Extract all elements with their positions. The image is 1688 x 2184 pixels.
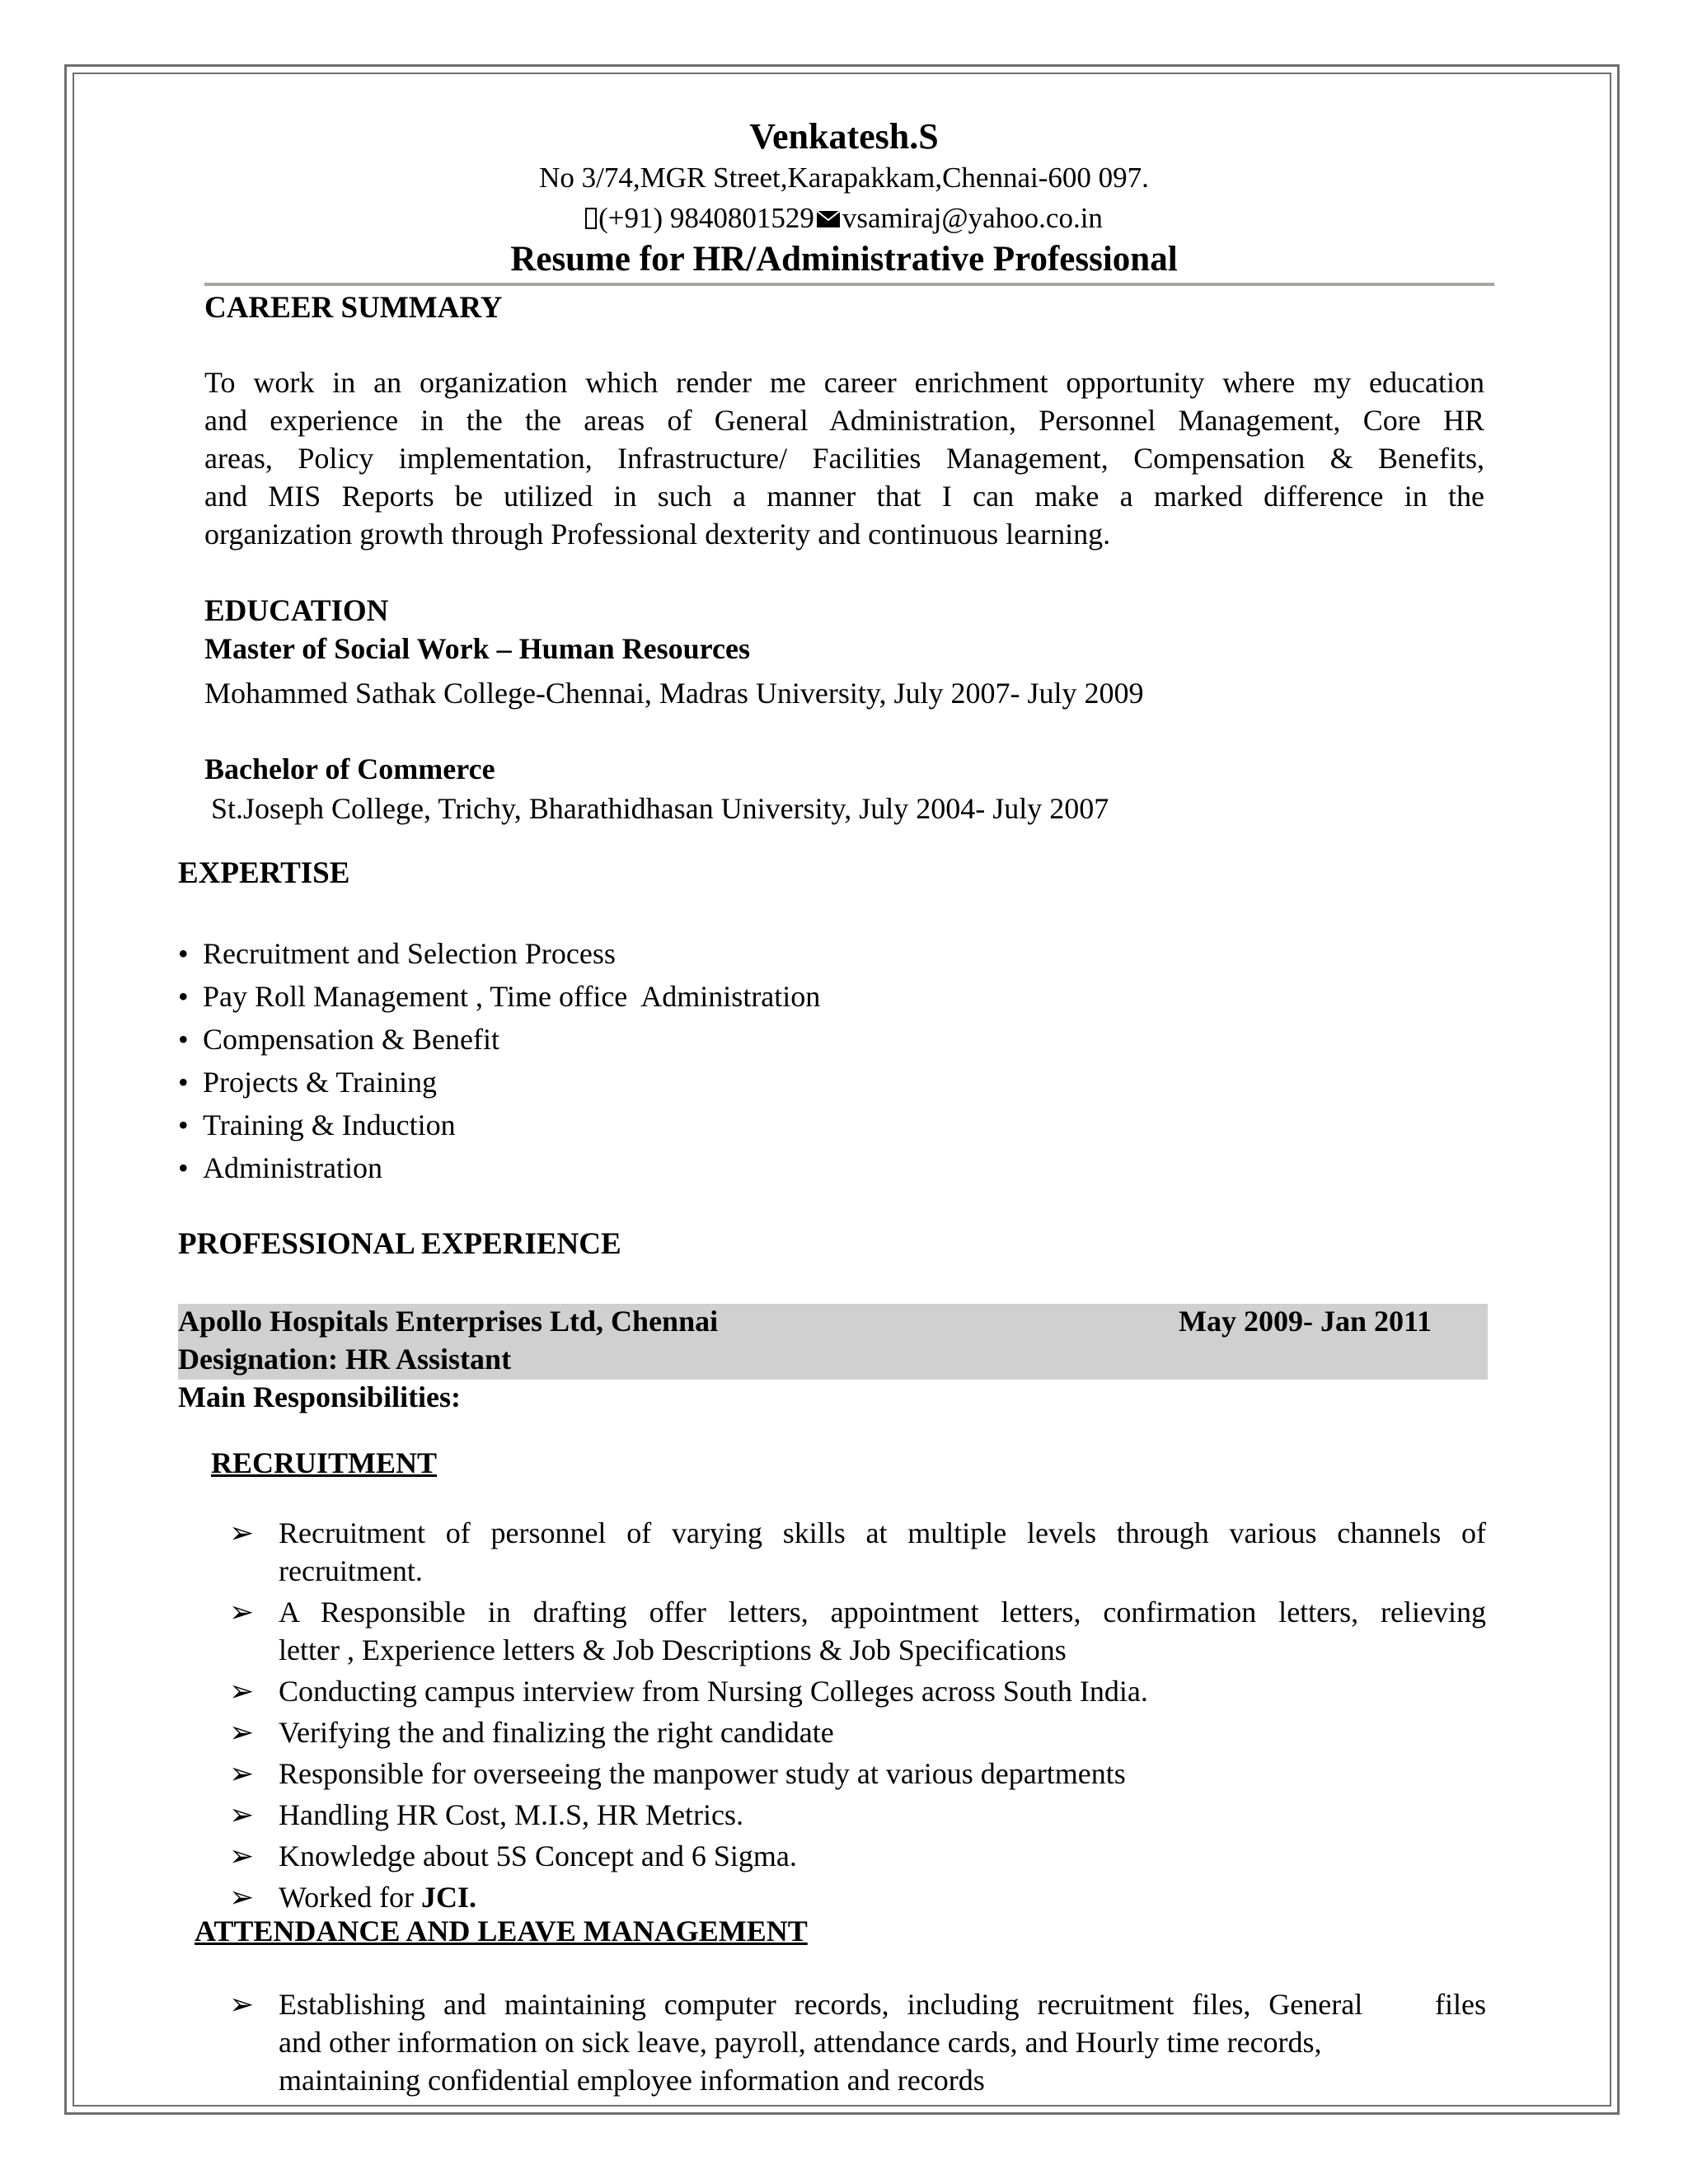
list-item: [178, 932, 820, 975]
list-item: [178, 1018, 820, 1061]
degree-title: Master of Social Work – Human Resources: [204, 632, 750, 665]
expertise-text: Recruitment and Selection Process: [203, 937, 616, 970]
education-heading: EDUCATION: [204, 594, 389, 628]
item-text: Conducting campus interview from Nursing Colleges across South India.: [279, 1675, 1148, 1708]
organization-name: JCI.: [421, 1881, 477, 1914]
list-item: [229, 1514, 1486, 1590]
employment-period: May 2009- Jan 2011: [1179, 1305, 1432, 1338]
phone-number: (+91) 9840801529: [598, 202, 814, 234]
envelope-icon: [816, 203, 841, 236]
expertise-text: Pay Roll Management , Time office Administration: [203, 980, 821, 1013]
designation: Designation: HR Assistant: [178, 1343, 512, 1376]
item-line: recruitment.: [279, 1554, 423, 1587]
summary-line: and MIS Reports be utilized in such a manner that I can make a marked difference in the: [204, 480, 1484, 513]
degree-detail: Mohammed Sathak College-Chennai, Madras University, July 2007- July 2009: [204, 677, 1144, 710]
item-text: Responsible for overseeing the manpower study at various departments: [279, 1757, 1126, 1790]
expertise-text: Compensation & Benefit: [203, 1023, 499, 1056]
expertise-heading: EXPERTISE: [178, 856, 350, 890]
list-item: [229, 1713, 1486, 1755]
company-name: Apollo Hospitals Enterprises Ltd, Chennai: [178, 1305, 719, 1338]
degree-detail: St.Joseph College, Trichy, Bharathidhasan University, July 2004- July 2007: [211, 792, 1109, 825]
experience-heading: PROFESSIONAL EXPERIENCE: [178, 1227, 621, 1261]
item-text: Knowledge about 5S Concept and 6 Sigma.: [279, 1840, 797, 1872]
expertise-text: Administration: [203, 1151, 382, 1184]
summary-line: To work in an organization which render me career enrichment opportunity where my education: [204, 366, 1484, 399]
attendance-heading: ATTENDANCE AND LEAVE MANAGEMENT: [195, 1915, 808, 1947]
list-item: [229, 1755, 1486, 1796]
recruitment-heading: RECRUITMENT: [211, 1446, 438, 1479]
item-line: Recruitment of personnel of varying skills at multiple levels through various channels of: [279, 1516, 1486, 1549]
bullet: •: [178, 1023, 189, 1056]
email-link[interactable]: vsamiraj@yahoo.co.in: [842, 202, 1103, 234]
arrow-bullet-icon: ➢: [229, 1757, 255, 1790]
arrow-bullet-icon: ➢: [229, 1798, 255, 1831]
attendance-list: [229, 1985, 1486, 2099]
bullet: •: [178, 1066, 189, 1099]
summary-line: areas, Policy implementation, Infrastructure/ Facilities Management, Compensation & Benefits,: [204, 442, 1484, 475]
arrow-bullet-icon: ➢: [229, 1716, 255, 1749]
arrow-bullet-icon: ➢: [229, 1881, 255, 1914]
arrow-bullet-icon: ➢: [229, 1596, 255, 1629]
resume-title: Resume for HR/Administrative Professional: [510, 240, 1178, 279]
list-item: [229, 1985, 1486, 2099]
list-item: [229, 1672, 1486, 1713]
list-item: [178, 975, 820, 1018]
item-line: letter , Experience letters & Job Descriptions & Job Specifications: [279, 1633, 1067, 1666]
bullet: •: [178, 937, 189, 970]
career-summary-heading: CAREER SUMMARY: [204, 291, 503, 325]
address: No 3/74,MGR Street,Karapakkam,Chennai-600 097.: [539, 162, 1149, 194]
expertise-text: Projects & Training: [203, 1066, 438, 1099]
item-line: and other information on sick leave, payroll, attendance cards, and Hourly time records,: [279, 2026, 1322, 2059]
list-item: [178, 1146, 820, 1189]
recruitment-list: [229, 1514, 1486, 1919]
bullet: •: [178, 1151, 189, 1184]
item-line: maintaining confidential employee information and records: [279, 2064, 985, 2097]
expertise-list: [178, 932, 820, 1189]
title-divider: [204, 283, 1494, 286]
item-text: Worked for: [279, 1881, 422, 1914]
expertise-text: Training & Induction: [203, 1108, 456, 1141]
contact-line: [0, 202, 1688, 236]
responsibilities-label: Main Responsibilities:: [178, 1380, 462, 1413]
list-item: [229, 1837, 1486, 1878]
list-item: [178, 1061, 820, 1104]
bullet: •: [178, 1108, 189, 1141]
list-item: [178, 1104, 820, 1146]
item-text: Verifying the and finalizing the right candidate: [279, 1716, 834, 1749]
arrow-bullet-icon: ➢: [229, 1840, 255, 1872]
item-line: A Responsible in drafting offer letters, appointment letters, confirmation letters, relieving: [279, 1596, 1486, 1629]
phone-icon: [585, 208, 597, 229]
arrow-bullet-icon: ➢: [229, 1988, 255, 2021]
summary-line: organization growth through Professional dexterity and continuous learning.: [204, 518, 1111, 551]
list-item: [229, 1593, 1486, 1669]
list-item: [229, 1796, 1486, 1837]
item-line: Establishing and maintaining computer records, including recruitment files, General files: [279, 1988, 1486, 2021]
summary-line: and experience in the the areas of General Administration, Personnel Management, Core HR: [204, 404, 1484, 437]
item-text: Handling HR Cost, M.I.S, HR Metrics.: [279, 1798, 744, 1831]
degree-title: Bachelor of Commerce: [204, 752, 495, 785]
arrow-bullet-icon: ➢: [229, 1516, 255, 1549]
candidate-name: Venkatesh.S: [749, 116, 939, 157]
arrow-bullet-icon: ➢: [229, 1675, 255, 1708]
career-summary-text: [204, 363, 1484, 553]
bullet: •: [178, 980, 189, 1013]
